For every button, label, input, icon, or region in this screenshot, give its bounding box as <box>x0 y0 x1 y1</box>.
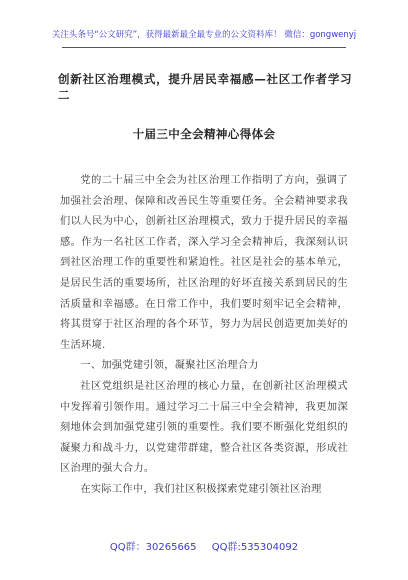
header-notice: 关注头条号“公文研究”，获得最新最全最专业的公文资料库！ 微信：gongwenyj <box>51 30 357 40</box>
header-divider <box>62 47 346 48</box>
document-title-line-1: 创新社区治理模式，提升居民幸福感—社区工作者学习二 <box>58 72 352 102</box>
section-heading-1: 一、加强党建引领，凝聚社区治理合力 <box>80 360 259 372</box>
document-body <box>60 171 348 501</box>
paragraph-party-building: 社区党组织是社区治理的核心力量，在创新社区治理模式中发挥着引领作用。通过学习二十届三中全会精神，我更加深刻地体会到加强党建引领的重要性。我们要不断强化党组织的凝聚力和战斗力，以党建带群建，整合社区各类资源，形成社区治理的强大合力。 <box>60 380 348 475</box>
paragraph-intro: 党的二十届三中全会为社区治理工作指明了方向，强调了加强社会治理、保障和改善民生等重要任务。全会精神要求我们以人民为中心，创新社区治理模式，致力于提升居民的幸福感。作为一名社区工作者，深入学习全会精神后，我深刻认识到社区治理工作的重要性和紧迫性。社区是社会的基本单元，是居民生活的重要场所，社区治理的好坏直接关系到居民的生活质量和幸福感。在日常工作中，我们要时刻牢记全会精神，将其贯穿于社区治理的各个环节，努力为居民创造更加美好的生活环境. <box>60 175 348 351</box>
paragraph-practice: 在实际工作中，我们社区积极探索党建引领社区治理 <box>80 483 322 495</box>
footer-qq-group-2: QQ群:535304092 <box>211 542 299 553</box>
footer-qq-group-1: QQ群：30265665 <box>109 542 197 553</box>
footer-contact <box>0 538 408 553</box>
document-title-line-2: 十届三中全会精神心得体会 <box>132 127 276 141</box>
